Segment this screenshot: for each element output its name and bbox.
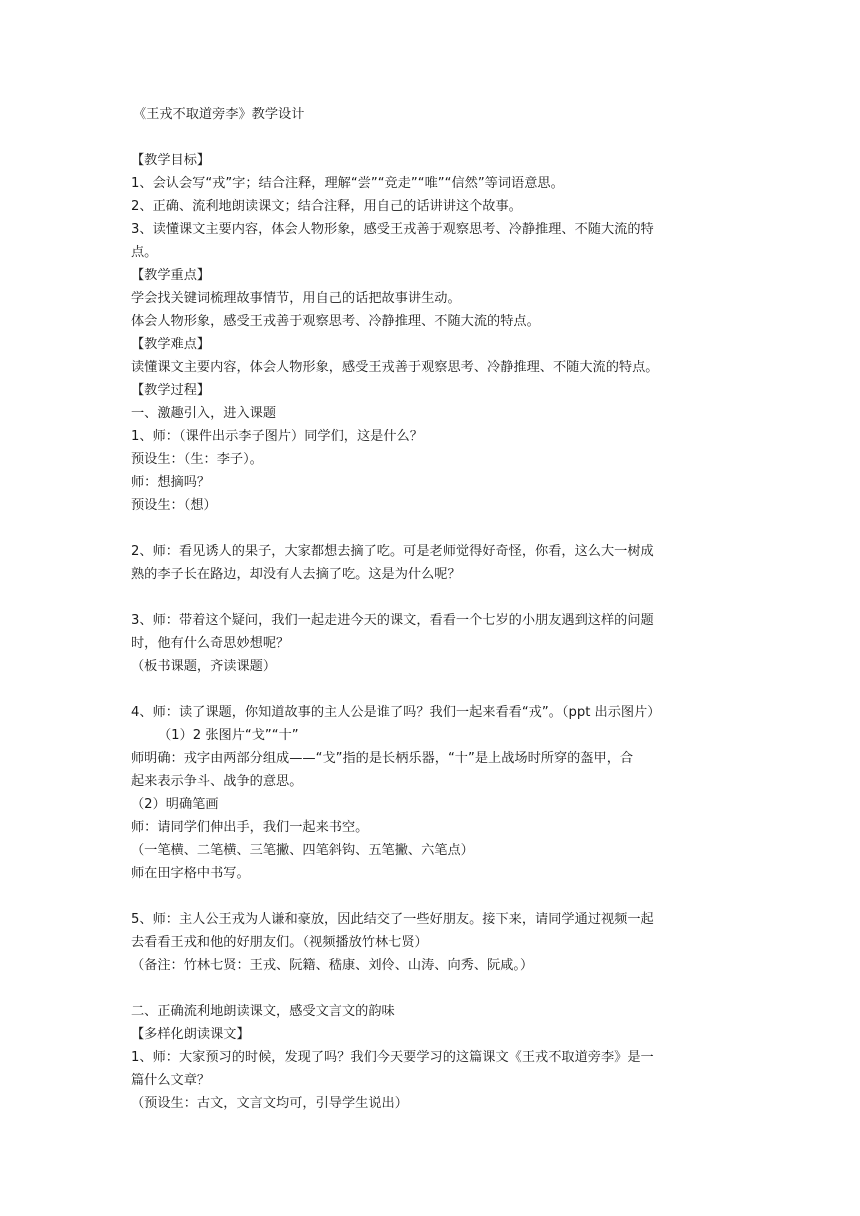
document-page: 《王戎不取道旁李》教学设计 【教学目标】 1、会认会写“戎”字；结合注释，理解“尝”“竞走”“唯”“信然”等词语意思。 2、正确、流利地朗读课文；结合注释，用自己的话讲讲这个故事。 3、读懂课文主要内容，体会人物形象，感受王戎善于观察思考、冷静推理、不随大流的特 点。 【教学重点】 学会找关键词梳理故事情节，用自己的话把故事讲生动。 体会人物形象，感受王戎善于观察思考、冷静推理、不随大流的特点。 【教学难点】 读懂课文主要内容，体会人物形象，感受王戎善于观察思考、冷静推理、不随大流的特点。 【教学过程】 一、激趣引入，进入课题 1、师：（课件出示李子图片）同学们，这是什么？ 预设生：（生：李子）。 师：想摘吗？ 预设生：（想） 2、师：看见诱人的果子，大家都想去摘了吃。可是老师觉得好奇怪，你看，这么大一树成 熟的李子长在路边，却没有人去摘了吃。这是为什么呢？ 3、师：带着这个疑问，我们一起走进今天的课文，看看一个七岁的小朋友遇到这样的问题 时，他有什么奇思妙想呢？ （板书课题，齐读课题） 4、师：读了课题，你知道故事的主人公是谁了吗？我们一起来看看“戎”。（ppt 出示图片） （1）2 张图片“戈”“十” 师明确：戎字由两部分组成——“戈”指的是长柄乐器，“十”是上战场时所穿的盔甲，合 起来表示争斗、战争的意思。 （2）明确笔画 师：请同学们伸出手，我们一起来书空。 （一笔横、二笔横、三笔撇、四笔斜钩、五笔撇、六笔点） 师在田字格中书写。 5、师：主人公王戎为人谦和豪放，因此结交了一些好朋友。接下来，请同学通过视频一起 去看看王戎和他的好朋友们。（视频播放竹林七贤） （备注：竹林七贤：王戎、阮籍、嵇康、刘伶、山涛、向秀、阮咸。） 二、正确流利地朗读课文，感受文言文的韵味 【多样化朗读课文】 1、师：大家预习的时候，发现了吗？我们今天要学习的这篇课文《王戎不取道旁李》是一 篇什么文章？ （预设生：古文，文言文均可，引导学生说出）	[131, 107, 661, 1111]
